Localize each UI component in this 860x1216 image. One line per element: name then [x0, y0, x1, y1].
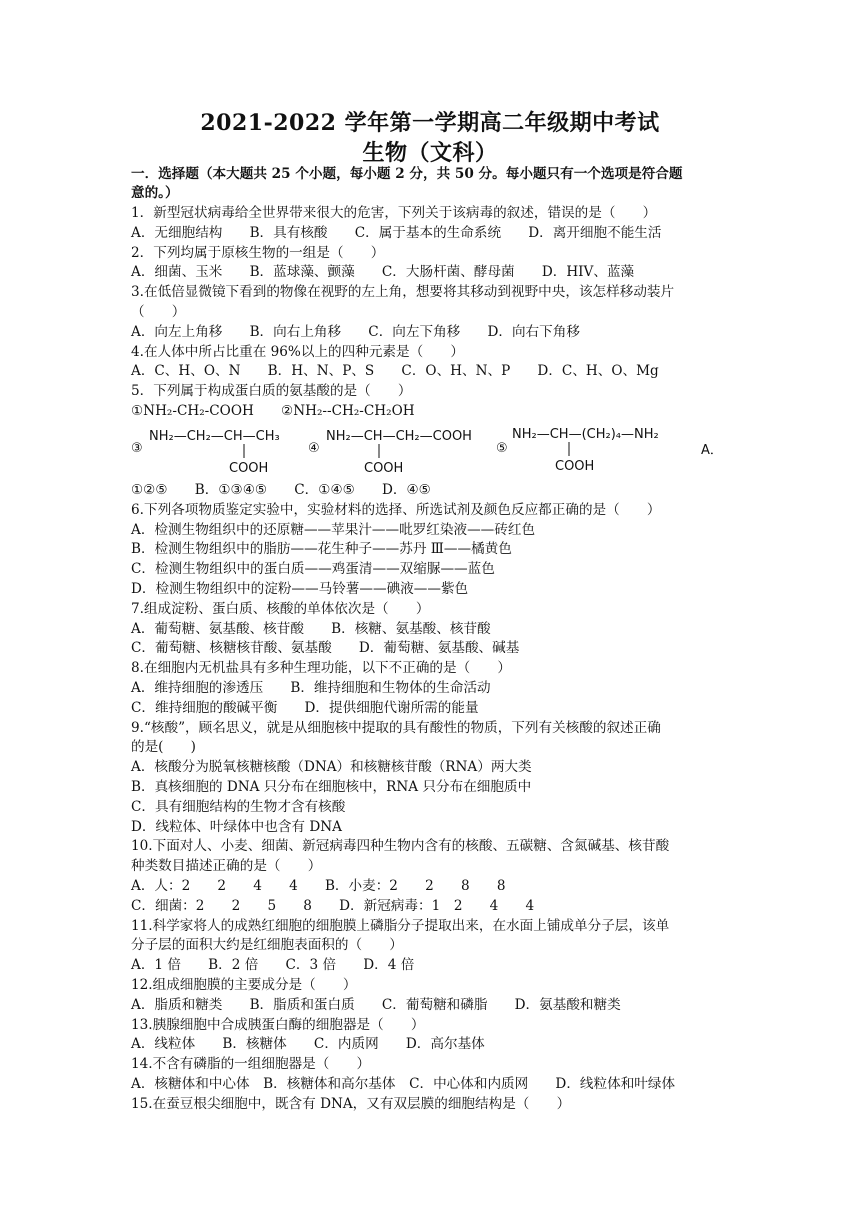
text-line: A．向左上角移 B．向右上角移 C．向左下角移 D．向右下角移 — [131, 323, 580, 340]
text-line: 5．下列属于构成蛋白质的氨基酸的是（ ） — [131, 383, 412, 400]
text-line: ①NH₂-CH₂-COOH ②NH₂--CH₂-CH₂OH — [131, 403, 415, 419]
text-line: A．人：2 2 4 4 B．小麦：2 2 8 8 — [131, 878, 506, 894]
text-line: A．1 倍 B．2 倍 C．3 倍 D．4 倍 — [131, 957, 415, 974]
text-line: （ ） — [131, 304, 186, 320]
amino-acid-formulas — [131, 422, 731, 477]
molecule-3-cooh: COOH — [229, 461, 269, 476]
text-line: A．脂质和糖类 B．脂质和蛋白质 C．葡萄糖和磷脂 D．氨基酸和糖类 — [131, 996, 621, 1013]
text-line: A．无细胞结构 B．具有核酸 C．属于基本的生命系统 D．离开细胞不能生活 — [131, 224, 662, 241]
molecule-4 — [308, 429, 472, 476]
text-line: 1．新型冠状病毒给全世界带来很大的危害，下列关于该病毒的叙述，错误的是（ ） — [131, 205, 657, 221]
text-line: 的是( ) — [131, 739, 196, 756]
text-line: C．维持细胞的酸碱平衡 D．提供细胞代谢所需的能量 — [131, 699, 479, 716]
text-line: 14.不含有磷脂的一组细胞器是（ ） — [131, 1056, 371, 1073]
molecule-5-cooh: COOH — [555, 459, 595, 474]
molecule-4-number: ④ — [308, 441, 320, 456]
text-line: 分子层的面积大约是红细胞表面积的（ ） — [131, 937, 403, 954]
text-line: 7.组成淀粉、蛋白质、核酸的单体依次是（ ） — [131, 600, 430, 617]
text-line: 6.下列各项物质鉴定实验中，实验材料的选择、所选试剂及颜色反应都正确的是（ ） — [131, 501, 661, 518]
text-line: 13.胰腺细胞中合成胰蛋白酶的细胞器是（ ） — [131, 1016, 425, 1033]
molecule-5-number: ⑤ — [496, 441, 508, 456]
text-line: D．线粒体、叶绿体中也含有 DNA — [131, 818, 342, 835]
subject-title: 生物（文科） — [362, 140, 498, 166]
text-line: C．细菌：2 2 5 8 D．新冠病毒：1 2 4 4 — [131, 897, 535, 914]
option-a-label: A． — [701, 443, 723, 458]
text-line: C．具有细胞结构的生物才含有核酸 — [131, 798, 346, 815]
text-line: B．检测生物组织中的脂肪——花生种子——苏丹 Ⅲ——橘黄色 — [131, 541, 512, 558]
exam-title: 2021-2022 学年第一学期高二年级期中考试 — [200, 110, 660, 136]
molecule-3 — [131, 429, 280, 476]
molecule-3-chain: NH₂—CH₂—CH—CH₃ — [149, 429, 280, 444]
text-line: 8.在细胞内无机盐具有多种生理功能，以下不正确的是（ ） — [131, 660, 511, 677]
section-heading: 一．选择题（本大题共 25 个小题，每小题 2 分，共 50 分。每小题只有一个选项是符合题 — [131, 166, 683, 182]
text-line: C．检测生物组织中的蛋白质——鸡蛋清——双缩脲——蓝色 — [131, 561, 495, 578]
text-line: 9.“核酸”，顾名思义，就是从细胞核中提取的具有酸性的物质，下列有关核酸的叙述正确 — [131, 719, 661, 736]
text-line: D．检测生物组织中的淀粉——马铃薯——碘液——紫色 — [131, 581, 469, 597]
text-line: A．核糖体和中心体 B．核糖体和高尔基体 C．中心体和内质网 D．线粒体和叶绿体 — [131, 1076, 676, 1092]
molecule-4-chain: NH₂—CH—CH₂—COOH — [326, 429, 472, 444]
text-line: 4.在人体中所占比重在 96%以上的四种元素是（ ） — [131, 343, 464, 360]
section-heading-cont: 意的。） — [131, 185, 179, 201]
text-line: 12.组成细胞膜的主要成分是（ ） — [131, 977, 357, 993]
text-line: C．葡萄糖、核糖核苷酸、氨基酸 D．葡萄糖、氨基酸、碱基 — [131, 640, 520, 657]
text-line: A．维持细胞的渗透压 B．维持细胞和生物体的生命活动 — [131, 680, 491, 696]
molecule-5 — [496, 427, 659, 474]
molecule-4-cooh: COOH — [364, 461, 404, 476]
text-line: ①②⑤ B．①③④⑤ C．①④⑤ D．④⑤ — [131, 482, 431, 498]
text-line: 10.下面对人、小麦、细菌、新冠病毒四种生物内含有的核酸、五碳糖、含氮碱基、核苷酸 — [131, 838, 670, 855]
text-line: 11.科学家将人的成熟红细胞的细胞膜上磷脂分子提取出来，在水面上铺成单分子层，该单 — [131, 917, 670, 934]
text-line: A．葡萄糖、氨基酸、核苷酸 B．核糖、氨基酸、核苷酸 — [131, 620, 491, 637]
text-line: 3.在低倍显微镜下看到的物像在视野的左上角，想要将其移动到视野中央，该怎样移动装片 — [131, 284, 675, 301]
molecule-3-number: ③ — [131, 441, 143, 456]
text-line: 2．下列均属于原核生物的一组是（ ） — [131, 244, 385, 261]
text-line: A．核酸分为脱氧核糖核酸（DNA）和核糖核苷酸（RNA）两大类 — [131, 759, 532, 776]
text-line: A．C、H、O、N B．H、N、P、S C．O、H、N、P D．C、H、O、Mg — [131, 363, 659, 380]
text-line: 种类数目描述正确的是（ ） — [131, 858, 322, 875]
molecule-5-chain: NH₂—CH—(CH₂)₄—NH₂ — [512, 427, 659, 442]
text-line: A．线粒体 B．核糖体 C．内质网 D．高尔基体 — [131, 1036, 485, 1053]
text-line: A．细菌、玉米 B．蓝球藻、颤藻 C．大肠杆菌、酵母菌 D．HIV、蓝藻 — [131, 264, 635, 281]
text-line: A．检测生物组织中的还原糖——苹果汁——吡罗红染液——砖红色 — [131, 521, 536, 538]
text-line: 15.在蚕豆根尖细胞中，既含有 DNA，又有双层膜的细胞结构是（ ） — [131, 1095, 571, 1112]
text-line: B．真核细胞的 DNA 只分布在细胞核中，RNA 只分布在细胞质中 — [131, 779, 532, 795]
